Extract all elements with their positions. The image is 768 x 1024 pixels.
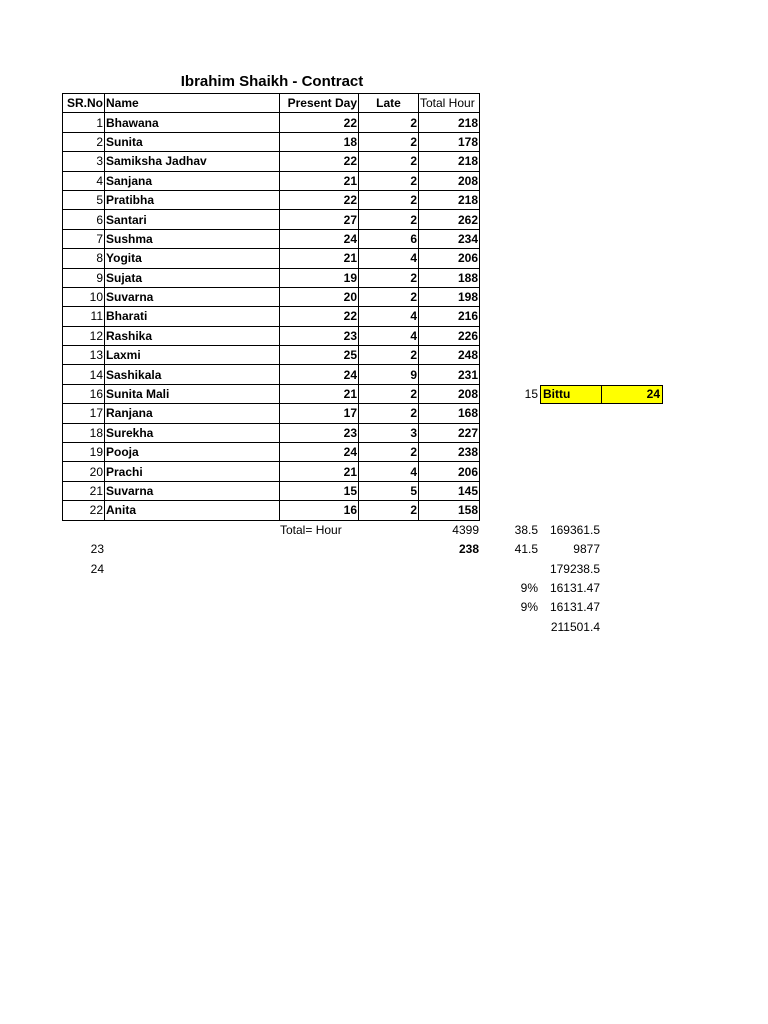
- cell-total-hour[interactable]: 198: [419, 287, 480, 306]
- header-total-hour[interactable]: Total Hour: [419, 94, 480, 113]
- cell-total-hour[interactable]: 188: [419, 268, 480, 287]
- cell-sr-no[interactable]: 10: [63, 287, 105, 306]
- cell-name[interactable]: Santari: [105, 210, 280, 229]
- table-row: [63, 365, 480, 384]
- cell-sr-no[interactable]: 19: [63, 443, 105, 462]
- header-late[interactable]: Late: [359, 94, 419, 113]
- cell-name[interactable]: Suvarna: [105, 287, 280, 306]
- cell-late[interactable]: 2: [359, 268, 419, 287]
- cell-late[interactable]: 2: [359, 132, 419, 151]
- cell-late[interactable]: 4: [359, 249, 419, 268]
- cell-name[interactable]: Suvarna: [105, 481, 280, 500]
- cell-sr-no[interactable]: 2: [63, 132, 105, 151]
- cell-name[interactable]: Sujata: [105, 268, 280, 287]
- table-row: [63, 404, 480, 423]
- cell-late[interactable]: 4: [359, 307, 419, 326]
- cell-present-day[interactable]: 19: [280, 268, 359, 287]
- table-row: [63, 113, 480, 132]
- cell-late[interactable]: 2: [359, 346, 419, 365]
- cell-name[interactable]: Sashikala: [105, 365, 280, 384]
- tax-2-amount[interactable]: 16131.47: [549, 600, 600, 614]
- table-row: [63, 287, 480, 306]
- cell-sr-no[interactable]: 13: [63, 346, 105, 365]
- cell-present-day[interactable]: 24: [280, 229, 359, 248]
- cell-late[interactable]: 9: [359, 365, 419, 384]
- cell-total-hour[interactable]: 226: [419, 326, 480, 345]
- cell-late[interactable]: 6: [359, 229, 419, 248]
- cell-late[interactable]: 2: [359, 190, 419, 209]
- cell-total-hour[interactable]: 216: [419, 307, 480, 326]
- cell-late[interactable]: 5: [359, 481, 419, 500]
- header-name[interactable]: Name: [105, 94, 280, 113]
- cell-sr-no[interactable]: 4: [63, 171, 105, 190]
- cell-sr-no[interactable]: 7: [63, 229, 105, 248]
- cell-late[interactable]: 3: [359, 423, 419, 442]
- cell-present-day[interactable]: 24: [280, 443, 359, 462]
- side-entry-name[interactable]: Bittu: [540, 385, 602, 404]
- sr-23[interactable]: 23: [90, 542, 104, 556]
- rate-2[interactable]: 41.5: [514, 542, 538, 556]
- cell-late[interactable]: 2: [359, 210, 419, 229]
- cell-total-hour[interactable]: 208: [419, 171, 480, 190]
- cell-present-day[interactable]: 21: [280, 171, 359, 190]
- cell-present-day[interactable]: 21: [280, 384, 359, 403]
- amount-1[interactable]: 169361.5: [549, 523, 600, 537]
- table-row: [63, 210, 480, 229]
- table-row: [63, 346, 480, 365]
- table-row: [63, 268, 480, 287]
- cell-name[interactable]: Sunita: [105, 132, 280, 151]
- cell-present-day[interactable]: 17: [280, 404, 359, 423]
- side-entry-sr[interactable]: 15: [524, 387, 538, 401]
- cell-name[interactable]: Pooja: [105, 443, 280, 462]
- header-sr-no[interactable]: SR.No: [63, 94, 105, 113]
- cell-name[interactable]: Sunita Mali: [105, 384, 280, 403]
- cell-total-hour[interactable]: 234: [419, 229, 480, 248]
- table-row: [63, 307, 480, 326]
- cell-sr-no[interactable]: 8: [63, 249, 105, 268]
- cell-sr-no[interactable]: 17: [63, 404, 105, 423]
- cell-sr-no[interactable]: 22: [63, 501, 105, 520]
- cell-sr-no[interactable]: 11: [63, 307, 105, 326]
- cell-late[interactable]: 2: [359, 113, 419, 132]
- cell-sr-no[interactable]: 1: [63, 113, 105, 132]
- tax-2-rate[interactable]: 9%: [520, 600, 538, 614]
- table-row: [63, 384, 480, 403]
- cell-late[interactable]: 2: [359, 287, 419, 306]
- cell-late[interactable]: 2: [359, 501, 419, 520]
- cell-sr-no[interactable]: 3: [63, 152, 105, 171]
- cell-present-day[interactable]: 27: [280, 210, 359, 229]
- cell-present-day[interactable]: 21: [280, 462, 359, 481]
- cell-name[interactable]: Sushma: [105, 229, 280, 248]
- cell-present-day[interactable]: 18: [280, 132, 359, 151]
- cell-total-hour[interactable]: 218: [419, 113, 480, 132]
- table-row: [63, 481, 480, 500]
- cell-total-hour[interactable]: 231: [419, 365, 480, 384]
- attendance-table: [62, 93, 480, 521]
- cell-sr-no[interactable]: 21: [63, 481, 105, 500]
- cell-total-hour[interactable]: 227: [419, 423, 480, 442]
- total-hour-value[interactable]: 4399: [452, 523, 479, 537]
- cell-late[interactable]: 2: [359, 404, 419, 423]
- cell-name[interactable]: Sanjana: [105, 171, 280, 190]
- cell-sr-no[interactable]: 9: [63, 268, 105, 287]
- amount-2[interactable]: 9877: [573, 542, 600, 556]
- cell-total-hour[interactable]: 218: [419, 190, 480, 209]
- cell-late[interactable]: 2: [359, 152, 419, 171]
- table-row: [63, 443, 480, 462]
- cell-present-day[interactable]: 22: [280, 307, 359, 326]
- cell-name[interactable]: Bharati: [105, 307, 280, 326]
- side-entry-value[interactable]: 24: [601, 385, 663, 404]
- cell-total-hour[interactable]: 218: [419, 152, 480, 171]
- table-row: [63, 326, 480, 345]
- cell-total-hour[interactable]: 178: [419, 132, 480, 151]
- table-row: [63, 249, 480, 268]
- subtotal[interactable]: 179238.5: [549, 562, 600, 576]
- tax-1-amount[interactable]: 16131.47: [549, 581, 600, 595]
- cell-present-day[interactable]: 16: [280, 501, 359, 520]
- cell-total-hour[interactable]: 262: [419, 210, 480, 229]
- cell-present-day[interactable]: 22: [280, 152, 359, 171]
- cell-late[interactable]: 2: [359, 443, 419, 462]
- cell-present-day[interactable]: 15: [280, 481, 359, 500]
- cell-total-hour[interactable]: 206: [419, 249, 480, 268]
- cell-total-hour[interactable]: 168: [419, 404, 480, 423]
- cell-present-day[interactable]: 23: [280, 326, 359, 345]
- cell-present-day[interactable]: 23: [280, 423, 359, 442]
- cell-sr-no[interactable]: 12: [63, 326, 105, 345]
- cell-name[interactable]: Bhawana: [105, 113, 280, 132]
- cell-name[interactable]: Prachi: [105, 462, 280, 481]
- tax-1-rate[interactable]: 9%: [520, 581, 538, 595]
- cell-name[interactable]: Yogita: [105, 249, 280, 268]
- sr-24[interactable]: 24: [90, 562, 104, 576]
- cell-total-hour[interactable]: 145: [419, 481, 480, 500]
- sheet-title: Ibrahim Shaikh - Contract: [180, 73, 364, 90]
- total-hour-label[interactable]: Total= Hour: [280, 523, 342, 537]
- cell-name[interactable]: Laxmi: [105, 346, 280, 365]
- table-row: [63, 132, 480, 151]
- cell-sr-no[interactable]: 14: [63, 365, 105, 384]
- table-row: [63, 229, 480, 248]
- grand-total[interactable]: 211501.4: [550, 620, 600, 634]
- table-header-row: [63, 94, 480, 113]
- cell-present-day[interactable]: 24: [280, 365, 359, 384]
- cell-present-day[interactable]: 22: [280, 113, 359, 132]
- cell-late[interactable]: 4: [359, 462, 419, 481]
- cell-total-hour[interactable]: 158: [419, 501, 480, 520]
- cell-name[interactable]: Surekha: [105, 423, 280, 442]
- cell-total-hour[interactable]: 238: [419, 443, 480, 462]
- cell-late[interactable]: 2: [359, 171, 419, 190]
- cell-sr-no[interactable]: 5: [63, 190, 105, 209]
- cell-present-day[interactable]: 21: [280, 249, 359, 268]
- cell-present-day[interactable]: 25: [280, 346, 359, 365]
- table-row: [63, 501, 480, 520]
- table-row: [63, 171, 480, 190]
- table-row: [63, 190, 480, 209]
- cell-present-day[interactable]: 20: [280, 287, 359, 306]
- cell-name[interactable]: Anita: [105, 501, 280, 520]
- rate-1[interactable]: 38.5: [514, 523, 538, 537]
- cell-name[interactable]: Ranjana: [105, 404, 280, 423]
- cell-sr-no[interactable]: 18: [63, 423, 105, 442]
- table-row: [63, 152, 480, 171]
- cell-sr-no[interactable]: 16: [63, 384, 105, 403]
- header-present-day[interactable]: Present Day: [280, 94, 359, 113]
- cell-name[interactable]: Pratibha: [105, 190, 280, 209]
- cell-total-hour[interactable]: 208: [419, 384, 480, 403]
- cell-late[interactable]: 4: [359, 326, 419, 345]
- table-row: [63, 462, 480, 481]
- hour-23[interactable]: 238: [458, 542, 479, 556]
- cell-sr-no[interactable]: 6: [63, 210, 105, 229]
- cell-name[interactable]: Rashika: [105, 326, 280, 345]
- cell-total-hour[interactable]: 206: [419, 462, 480, 481]
- cell-name[interactable]: Samiksha Jadhav: [105, 152, 280, 171]
- cell-late[interactable]: 2: [359, 384, 419, 403]
- cell-present-day[interactable]: 22: [280, 190, 359, 209]
- cell-sr-no[interactable]: 20: [63, 462, 105, 481]
- cell-total-hour[interactable]: 248: [419, 346, 480, 365]
- table-row: [63, 423, 480, 442]
